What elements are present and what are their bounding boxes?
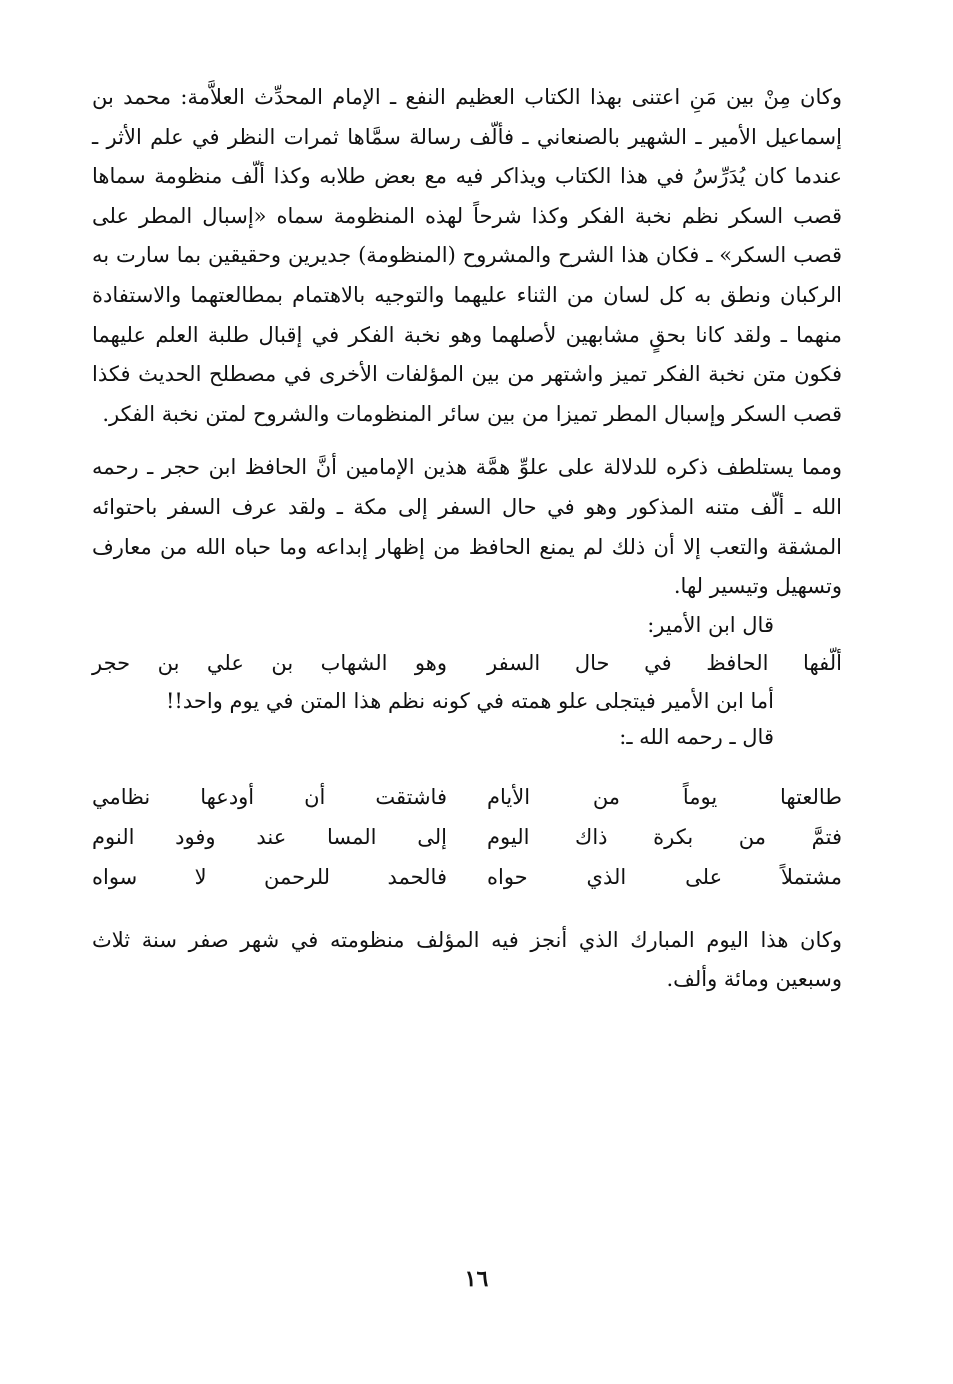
verse-first-hemistich: طالعتها يوماً من الأيام (487, 784, 842, 809)
page-body (92, 78, 842, 1000)
quote-intro-rahimahullah: قال ـ رحمه الله ـ: (619, 724, 774, 749)
verse-second-hemistich: فاشتقت أن أودعها نظامي (92, 784, 447, 809)
quote-intro-ibn-al-amir: قال ابن الأمير: (647, 612, 774, 637)
verse-second-hemistich: وهو الشهاب بن علي بن حجر (92, 650, 447, 675)
poem-block (92, 777, 842, 897)
verse-first-hemistich: مشتملاً على الذي حواه (487, 864, 842, 889)
paragraph-one-day: أما ابن الأمير فيتجلى علو همته في كونه نظم هذا المتن في يوم واحد!! (165, 688, 774, 713)
verse-first-hemistich: ألّفها الحافظ في حال السفر (487, 650, 842, 675)
verse-line (92, 817, 842, 857)
verse-line (92, 857, 842, 897)
paragraph-ibn-al-amir-works: وكان مِنْ بين مَنِ اعتنى بهذا الكتاب العظيم النفع ـ الإمام المحدِّث العلاَّمة: محمد بن إسماعيل الأمير ـ الشهير بالصنعاني ـ فألّف رسالة سمَّاها ثمرات النظر في علم الأثر ـ عندما كان يُدَرِّسُ في هذا الكتاب ويذاكر فيه مع بعض طلابه وكذا ألّف منظومة سماها قصب السكر نظم نخبة الفكر وكذا شرحاً لهذه المنظومة سماه «إسبال المطر على قصب السكر» ـ فكان هذا الشرح والمشروح (المنظومة) جديرين وحقيقين بما سارت به الركبان ونطق به كل لسان من الثناء عليهما والتوجيه بالاهتمام بمطالعتهما والاستفادة منهما ـ ولقد كانا بحقٍ مشابهين لأصلهما وهو نخبة الفكر في إقبال طلبة العلم عليهما فكون متن نخبة الفكر تميز واشتهر من بين المؤلفات الأخرى في مصطلح الحديث فكذا قصب السكر وإسبال المطر تميزا من بين سائر المنظومات والشروح لمتن نخبة الفكر. (92, 85, 842, 426)
verse-second-hemistich: إلى المسا عند وفود النوم (92, 824, 447, 849)
paragraph-ibn-hajar-travel: ومما يستلطف ذكره للدلالة على علوِّ همَّة هذين الإمامين أنَّ الحافظ ابن حجر ـ رحمه الله ـ ألّف متنه المذكور وهو في حال السفر إلى مكة ـ ولقد عرف السفر باحتوائه المشقة والتعب إلا أن ذلك لم يمنع الحافظ من إظهار إبداعه وما حباه الله من معارف وتسهيل وتيسير لها. (92, 455, 842, 599)
verse-line (92, 643, 842, 683)
verse-line (92, 777, 842, 817)
paragraph-blessed-day: وكان هذا اليوم المبارك الذي أنجز فيه المؤلف منظومته في شهر صفر سنة ثلاث وسبعين ومائة وألف. (92, 927, 842, 992)
verse-second-hemistich: فالحمد للرحمن لا سواه (92, 864, 447, 889)
verse-first-hemistich: فتمَّ من بكرة ذاك اليوم (487, 824, 842, 849)
page-number: ١٦ (464, 1266, 489, 1292)
